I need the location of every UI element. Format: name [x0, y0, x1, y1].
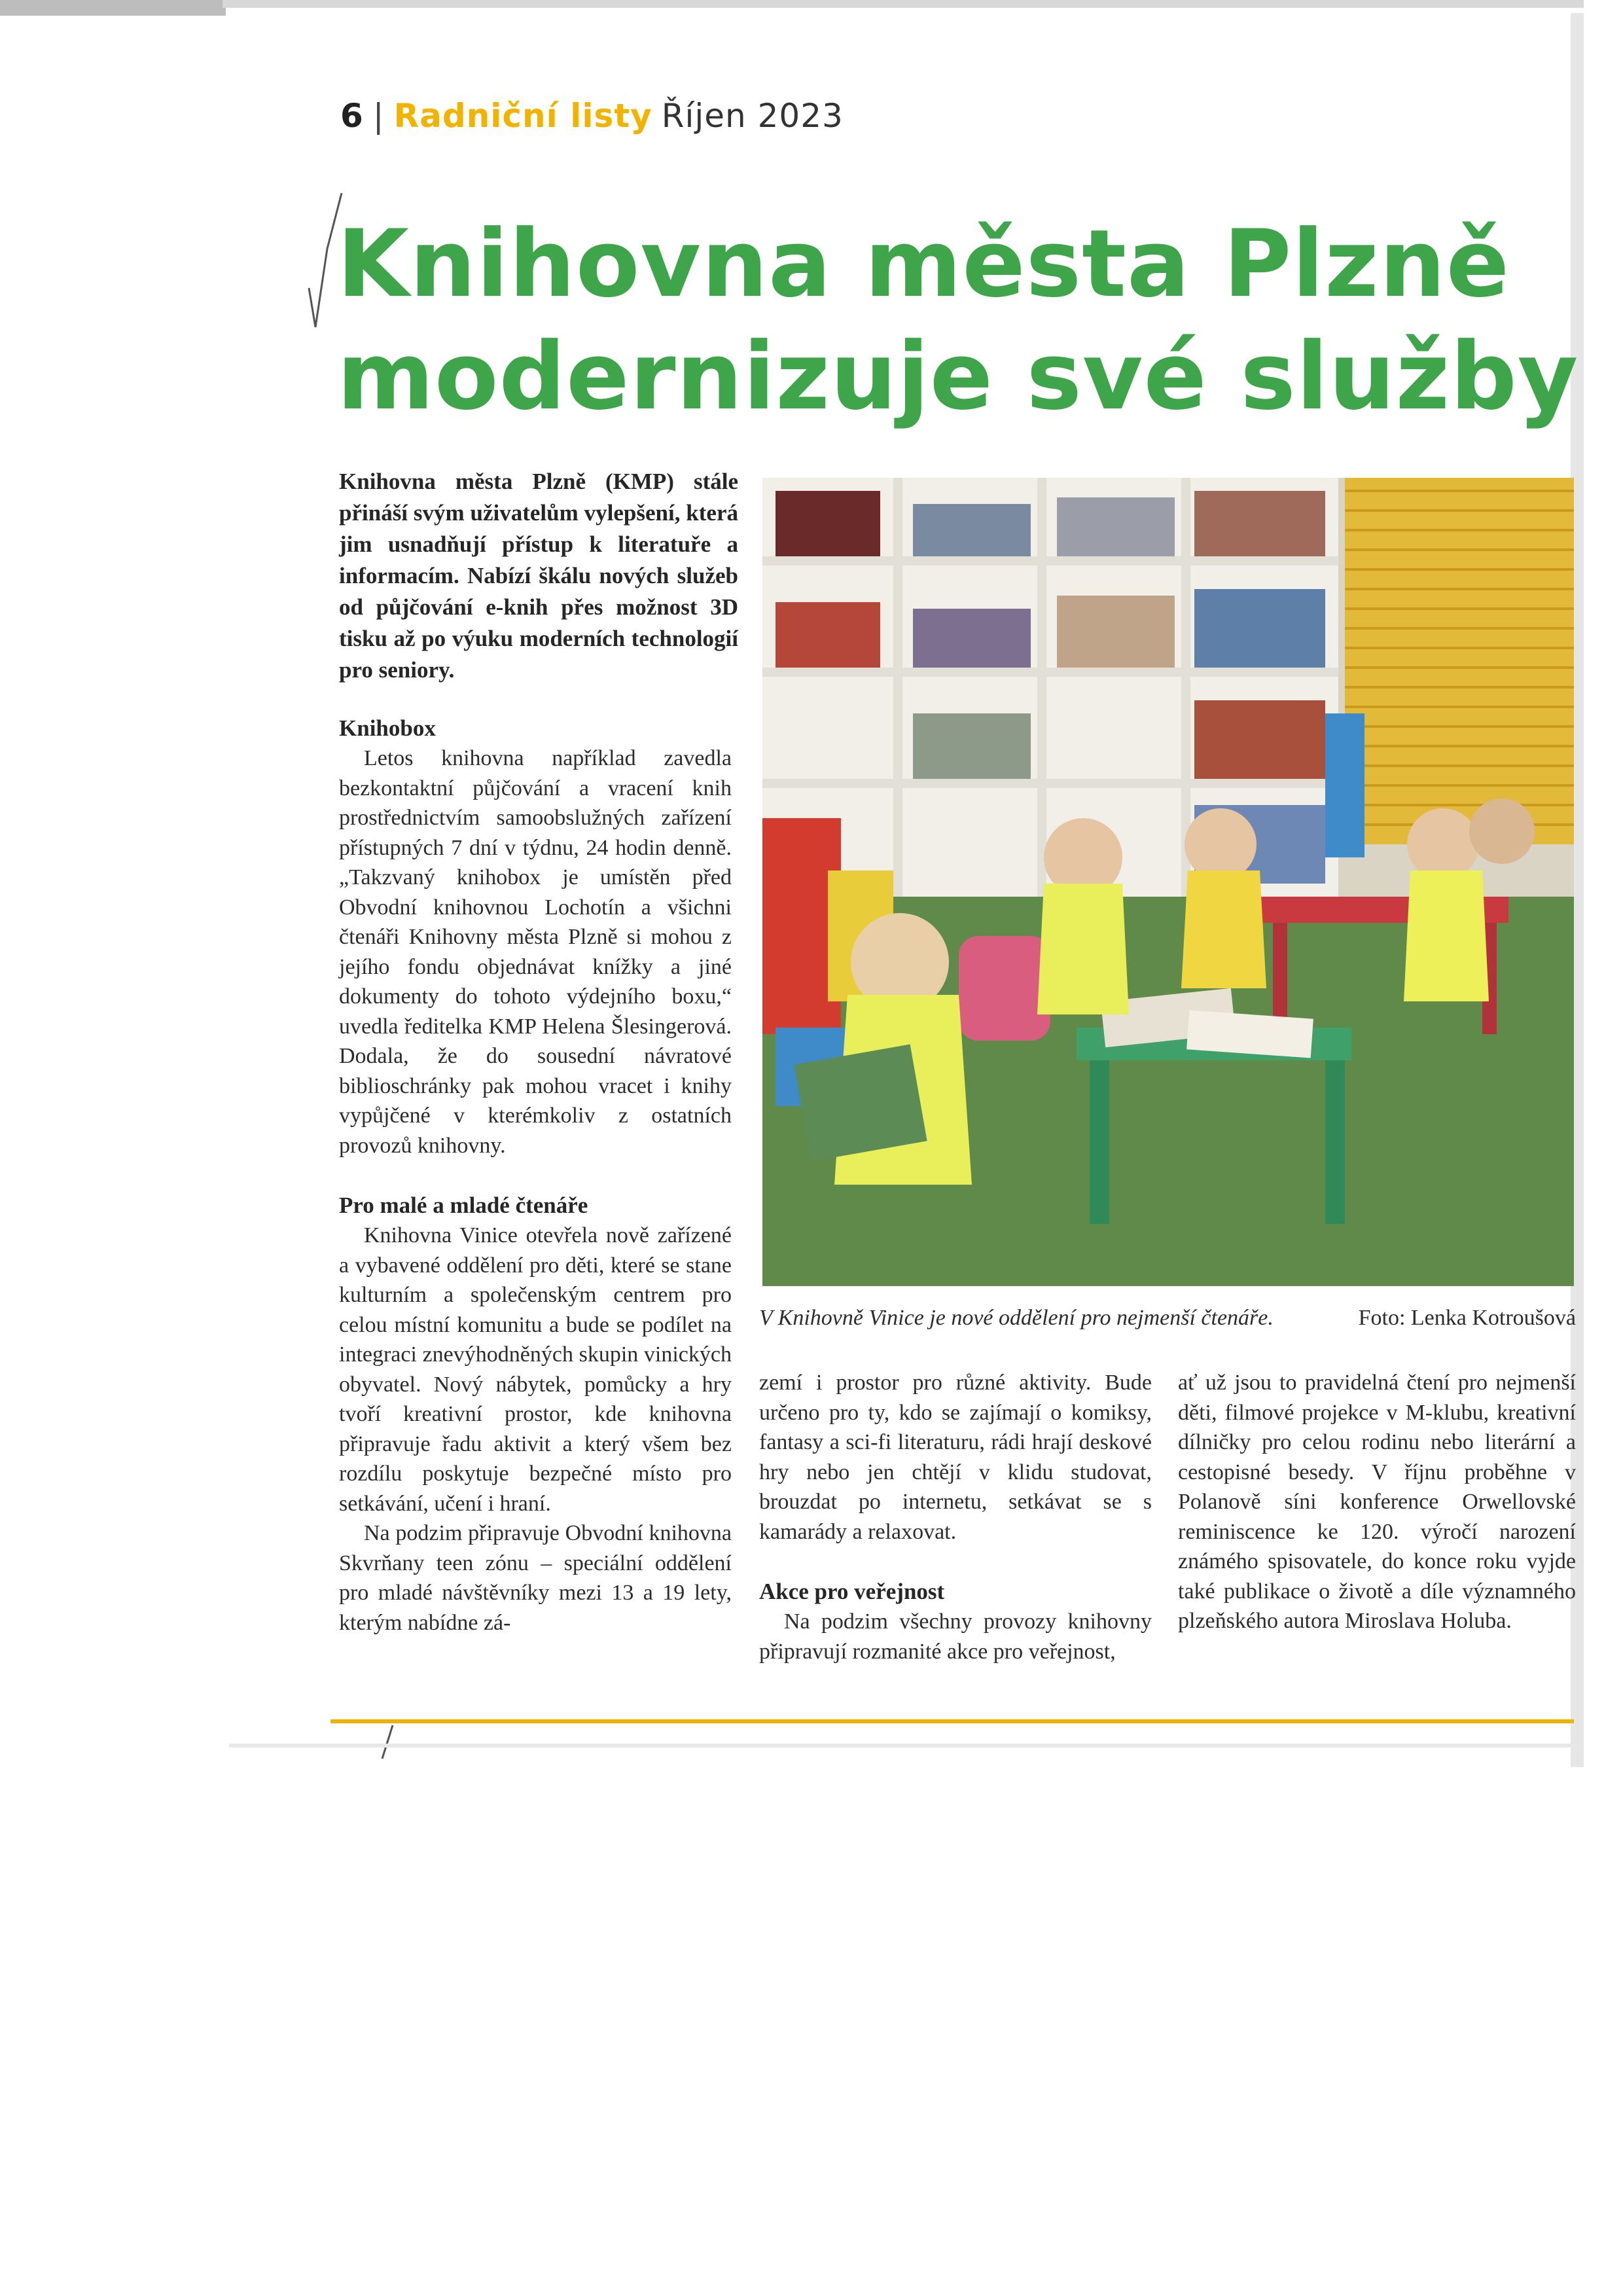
title-line-1: Knihovna města Plzně	[337, 210, 1510, 318]
footer-rule	[330, 1719, 1574, 1723]
article-lead: Knihovna města Plzně (KMP) stále přináší svým uživatelům vylepšení, která jim usnadňují přístup k literatuře a informacím. Nabízí škálu nových služeb od půjčování e-knih přes možnost 3D tisku až po výuku moderních technologií pro seniory.	[339, 469, 738, 683]
paragraph-vinice: Knihovna Vinice otevřela nově zařízené a vybavené oddělení pro děti, které se stane kulturním a společenským centrem pro celou místní komunitu a bude se podílet na integraci znevýhodněných skupin vinických obyvatel. Nový nábytek, pomůcky a hry tvoří kreativní prostor, kde knihovna připravuje řadu aktivit a který všem bez rozdílu poskytuje bezpečné místo pro setkávání, učení i hraní.	[339, 1223, 732, 1516]
page-header	[340, 97, 844, 135]
scan-edge-top	[223, 0, 1584, 8]
column-3	[1178, 1368, 1576, 1636]
scan-edge-bottom	[229, 1744, 1577, 1748]
paragraph-skvrnany-continued: zemí i prostor pro různé aktivity. Bude určeno pro ty, kdo se zajímají o komiksy, fantasy a sci-fi literaturu, rádi hrají deskové hry nebo jen chtějí v klidu studovat, brouzdat po internetu, setkávat se s kamarády a relaxovat.	[759, 1371, 1152, 1544]
issue-date: Říjen 2023	[661, 97, 844, 135]
photo-caption	[759, 1306, 1576, 1331]
header-separator: |	[372, 97, 385, 135]
scan-edge-left	[0, 0, 226, 16]
magazine-name: Radniční listy	[393, 97, 652, 135]
article-photo	[762, 478, 1574, 1286]
caption-text: V Knihovně Vinice je nové oddělení pro nejmenší čtenáře.	[759, 1306, 1274, 1330]
section-heading-events: Akce pro veřejnost	[759, 1579, 945, 1604]
section-heading-children: Pro malé a mladé čtenáře	[339, 1193, 588, 1218]
column-1	[339, 713, 732, 1638]
paragraph-events: Na podzim všechny provozy knihovny připravují rozmanité akce pro veřejnost,	[759, 1609, 1152, 1664]
article-title	[337, 208, 1578, 433]
title-line-2: modernizuje své služby	[337, 323, 1579, 431]
page-number: 6	[340, 97, 364, 135]
paragraph-knihobox: Letos knihovna například zavedla bezkontaktní půjčování a vracení knih prostřednictvím samoobslužných zařízení přístupných 7 dní v týdnu, 24 hodin denně. „Takzvaný knihobox je umístěn před Obvodní knihovnou Lochotín a všichni čtenáři Knihovny města Plzně si mohou z jejího fondu objednávat knížky a jiné dokumenty do tohoto výdejního boxu,“ uvedla ředitelka KMP Helena Šlesingerová. Dodala, že do sousední návratové biblioschránky pak mohou vracet i knihy vypůjčené v kterémkoliv z ostatních provozů knihovny.	[339, 746, 732, 1158]
pencil-stroke-mark	[378, 1723, 398, 1762]
photo-credit: Foto: Lenka Kotroušová	[1358, 1306, 1576, 1330]
column-2	[759, 1368, 1152, 1666]
section-heading-knihobox: Knihobox	[339, 715, 436, 741]
paragraph-skvrnany: Na podzim připravuje Obvodní knihovna Skvrňany teen zónu – speciální oddělení pro mladé návštěvníky mezi 13 a 19 lety, kterým nabídne zá-	[339, 1521, 732, 1635]
paragraph-events-continued: ať už jsou to pravidelná čtení pro nejmenší děti, filmové projekce v M-klubu, kreativní dílničky pro celou rodinu nebo literární a cestopisné besedy. V říjnu proběhne v Polanově síni konference Orwellovské reminiscence ke 120. výročí narození známého spisovatele, do konce roku vyjde také publikace o životě a díle významného plzeňského autora Miroslava Holuba.	[1178, 1371, 1576, 1633]
